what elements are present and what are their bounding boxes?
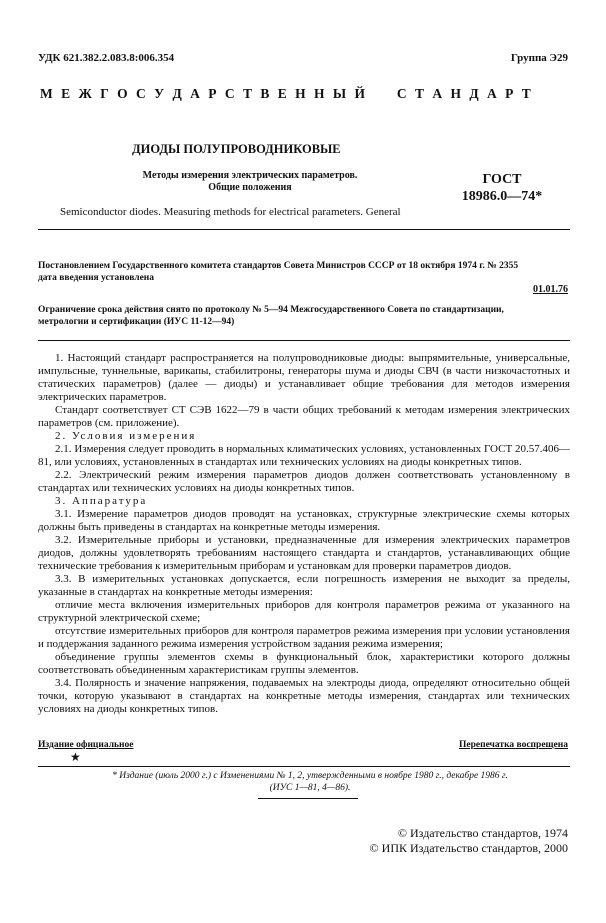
reprint-prohibited: Перепечатка воспрещена	[458, 740, 568, 750]
paragraph-3-1: 3.1. Измерение параметров диодов проводят на установках, структурные электрические схемы которых должны быть приведены в стандартах на конкретные методы измерения.	[38, 508, 570, 533]
group-code: Группа Э29	[510, 52, 568, 64]
paragraph-3-3: 3.3. В измерительных установках допускается, если погрешность измерения не выходит за пределы, указанные в стандартах на конкретные методы измерения:	[38, 573, 570, 598]
divider-footer	[38, 766, 570, 767]
subtitle-line-2: Общие положения	[208, 182, 292, 193]
limitation-line-1: Ограничение срока действия снято по протоколу № 5—94 Межгосударственного Совета по стандартизации,	[38, 305, 504, 315]
divider-middle	[38, 340, 570, 341]
paragraph-1: 1. Настоящий стандарт распространяется на полупроводниковые диоды: выпрямительные, универсальные, импульсные, туннельные, варикапы, стабилитроны, генераторы шума и диоды СВЧ (в части низкочастотных и статических параметров) (далее — диоды) и устанавливает общие требования для методов измерения электрических параметров.	[38, 352, 570, 403]
subtitle-line-1: Методы измерения электрических параметров.	[142, 170, 358, 181]
star-icon: ★	[70, 750, 81, 764]
official-edition: Издание официальное	[38, 740, 134, 750]
effective-date: 01.01.76	[533, 284, 568, 295]
paragraph-2-1: 2.1. Измерения следует проводить в нормальных климатических условиях, установленных ГОСТ 20.57.406—81, или условиях, установленных в стандартах или технических условиях на диоды конкретных типов.	[38, 443, 570, 468]
edition-note-line-1: * Издание (июль 2000 г.) с Изменениями № 1, 2, утвержденными в ноябре 1980 г., декабре 1986 г.	[112, 771, 508, 781]
document-body	[38, 352, 570, 716]
divider-top	[38, 229, 570, 230]
paragraph-3-3-a: отличие места включения измерительных приборов для контроля параметров режима от указанного на структурной электрической схеме;	[38, 599, 570, 624]
copyright-2000: © ИПК Издательство стандартов, 2000	[369, 841, 568, 855]
paragraph-3-2: 3.2. Измерительные приборы и установки, предназначенные для измерения электрических параметров диодов, должны удовлетворять требованиям настоящего стандарта и стандартов, устанавливающих общие технические требования к измерительным приборам и установкам для проверки параметров диодов.	[38, 534, 570, 572]
copyright-block	[370, 826, 568, 856]
udk-code: УДК 621.382.2.083.8:006.354	[38, 52, 175, 64]
decree-line-2: дата введения установлена	[38, 273, 155, 283]
paragraph-3-3-b: отсутствие измерительных приборов для контроля параметров режима измерения при условии установления и поддержания заданного режима измерения устройством задания режима измерения;	[38, 625, 570, 650]
english-title: Semiconductor diodes. Measuring methods for electrical parameters. General	[60, 206, 401, 218]
copyright-1974: © Издательство стандартов, 1974	[397, 826, 568, 840]
edition-note-line-2: (ИУС 1—81, 4—86).	[269, 783, 351, 793]
gost-number: 18986.0—74*	[461, 189, 543, 204]
decree-block	[38, 260, 578, 284]
edition-note	[60, 770, 560, 794]
paragraph-2: Стандарт соответствует СТ СЭВ 1622—79 в части общих требований к методам измерения электрических параметров (см. приложение).	[38, 404, 570, 429]
note-underline	[258, 798, 358, 799]
gost-label: ГОСТ	[482, 172, 522, 187]
section-heading-2: 2. Условия измерения	[55, 430, 197, 442]
document-title: ДИОДЫ ПОЛУПРОВОДНИКОВЫЕ	[132, 142, 341, 156]
decree-line-1: Постановлением Государственного комитета стандартов Совета Министров СССР от 18 октября 1974 г. № 2355	[38, 261, 519, 271]
standard-type-banner: М Е Ж Г О С У Д А Р С Т В Е Н Н Ы Й С Т А Н Д А Р Т	[40, 86, 534, 101]
paragraph-3-3-c: объединение группы элементов схемы в функциональный блок, характеристики которого должны соответствовать объединенным характеристикам группы элементов.	[38, 651, 570, 676]
paragraph-3-4: 3.4. Полярность и значение напряжения, подаваемых на электроды диода, определяют относительно общей точки, которую указывают в стандартах на конкретные методы измерения, стандартах или технических условиях на диоды конкретных типов.	[38, 677, 570, 715]
section-heading-3: 3. Аппаратура	[55, 495, 148, 507]
paragraph-2-2: 2.2. Электрический режим измерения параметров диодов должен соответствовать установленному в стандартах или технических условиях на диоды конкретных типов.	[38, 469, 570, 494]
limitation-line-2: метрологии и сертификации (ИУС 11-12—94)	[38, 317, 235, 327]
gost-designation	[452, 171, 552, 205]
document-subtitle	[130, 170, 370, 194]
limitation-note	[38, 304, 578, 328]
